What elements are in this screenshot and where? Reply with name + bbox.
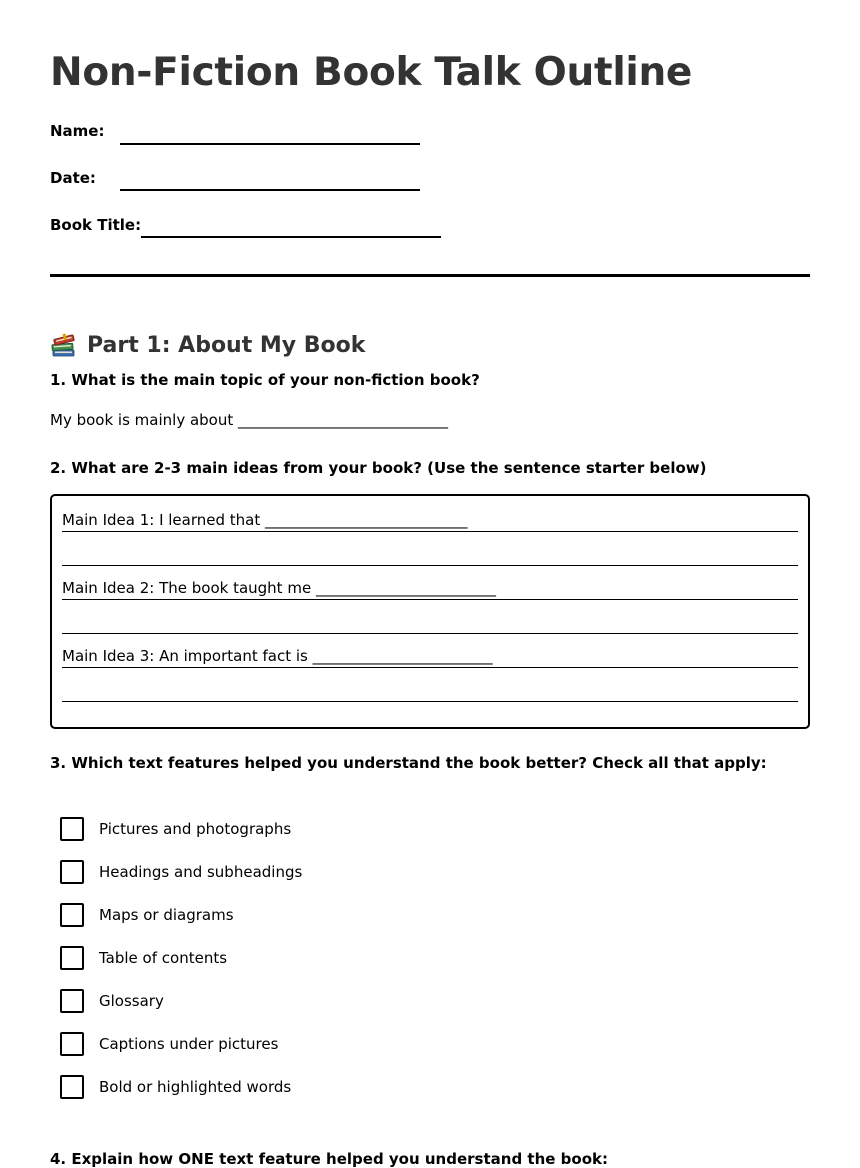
question-1: 1. What is the main topic of your non-fiction book?	[50, 371, 480, 389]
question-2: 2. What are 2-3 main ideas from your book? (Use the sentence starter below)	[50, 459, 707, 477]
part1-heading	[50, 331, 365, 359]
question-1-answer[interactable]: My book is mainly about ____________________________	[50, 411, 449, 429]
checkbox[interactable]	[60, 1032, 84, 1056]
checkbox[interactable]	[60, 1075, 84, 1099]
writing-line[interactable]	[62, 565, 798, 566]
question-4: 4. Explain how ONE text feature helped you understand the book:	[50, 1150, 608, 1168]
checkbox[interactable]	[60, 860, 84, 884]
page-title: Non-Fiction Book Talk Outline	[50, 50, 693, 95]
checklist-item[interactable]	[60, 860, 302, 884]
writing-line[interactable]	[62, 701, 798, 702]
checkbox[interactable]	[60, 989, 84, 1013]
checklist-item-label: Pictures and photographs	[99, 820, 292, 838]
checklist-item-label: Glossary	[99, 992, 164, 1010]
checklist-item[interactable]	[60, 903, 234, 927]
book-title-label: Book Title:	[50, 216, 142, 234]
checklist-item-label: Headings and subheadings	[99, 863, 303, 881]
checklist-item[interactable]	[60, 817, 291, 841]
checklist-item-label: Captions under pictures	[99, 1035, 279, 1053]
checklist-item-label: Table of contents	[99, 949, 228, 967]
date-field[interactable]	[120, 189, 420, 191]
writing-line[interactable]	[62, 633, 798, 634]
checkbox[interactable]	[60, 946, 84, 970]
writing-line[interactable]	[62, 531, 798, 532]
checkbox[interactable]	[60, 903, 84, 927]
writing-line[interactable]	[62, 667, 798, 668]
name-field[interactable]	[120, 143, 420, 145]
question-3: 3. Which text features helped you understand the book better? Check all that apply:	[50, 754, 767, 772]
checklist-item[interactable]	[60, 1032, 278, 1056]
checkbox[interactable]	[60, 817, 84, 841]
date-label: Date:	[50, 169, 96, 187]
checklist-item[interactable]	[60, 989, 164, 1013]
book-title-field[interactable]	[141, 236, 441, 238]
main-idea-2[interactable]: Main Idea 2: The book taught me ________________________	[62, 579, 496, 597]
part1-heading-text: Part 1: About My Book	[87, 332, 366, 358]
name-label: Name:	[50, 122, 105, 140]
main-ideas-box	[50, 494, 810, 729]
main-idea-3[interactable]: Main Idea 3: An important fact is ________________________	[62, 647, 493, 665]
main-idea-1[interactable]: Main Idea 1: I learned that ___________________________	[62, 511, 468, 529]
checklist-item-label: Maps or diagrams	[99, 906, 234, 924]
books-icon	[50, 331, 78, 359]
checklist-item[interactable]	[60, 946, 227, 970]
checklist-item[interactable]	[60, 1075, 291, 1099]
checklist-item-label: Bold or highlighted words	[99, 1078, 292, 1096]
writing-line[interactable]	[62, 599, 798, 600]
section-divider	[50, 274, 810, 277]
